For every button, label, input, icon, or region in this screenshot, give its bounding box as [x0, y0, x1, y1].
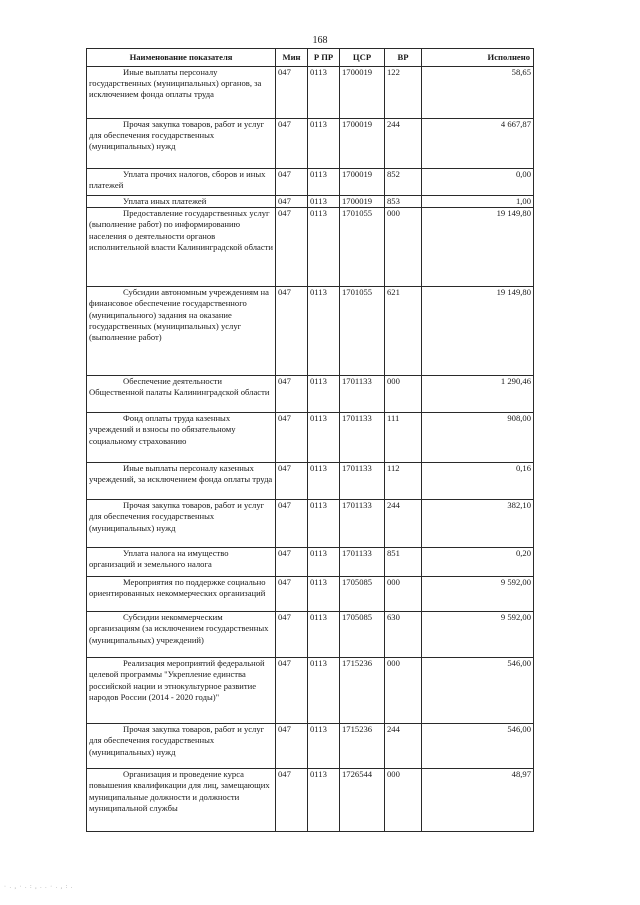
row-rpr: 0113: [308, 119, 340, 169]
row-name: [87, 500, 276, 548]
row-rpr: 0113: [308, 376, 340, 413]
row-name: [87, 208, 276, 287]
table-row: [87, 208, 534, 287]
row-vr: 244: [385, 119, 422, 169]
row-csr: 1701055: [340, 208, 385, 287]
row-min: 047: [276, 463, 308, 500]
row-csr: 1701133: [340, 376, 385, 413]
header-min: Мин: [276, 49, 308, 67]
row-min: 047: [276, 658, 308, 724]
row-name: [87, 769, 276, 832]
row-executed: 0,20: [422, 548, 534, 577]
row-csr: 1700019: [340, 169, 385, 196]
row-csr: 1701133: [340, 548, 385, 577]
table-row: [87, 463, 534, 500]
row-min: 047: [276, 376, 308, 413]
row-vr: 000: [385, 658, 422, 724]
row-name-text: Иные выплаты персоналу казенных учреждений, за исключением фонда оплаты труда: [89, 463, 273, 485]
table-row: [87, 612, 534, 658]
row-vr: 112: [385, 463, 422, 500]
header-name: Наименование показателя: [87, 49, 276, 67]
row-rpr: 0113: [308, 463, 340, 500]
row-csr: 1701055: [340, 287, 385, 376]
row-rpr: 0113: [308, 67, 340, 119]
row-rpr: 0113: [308, 287, 340, 376]
row-name-text: Фонд оплаты труда казенных учреждений и взносы по обязательному социальному страхованию: [89, 413, 236, 446]
table-row: [87, 67, 534, 119]
header-executed: Исполнено: [422, 49, 534, 67]
row-name-text: Прочая закупка товаров, работ и услуг для обеспечения государственных (муниципальных) нужд: [89, 724, 265, 757]
row-executed: 382,10: [422, 500, 534, 548]
page-number: 168: [312, 35, 328, 46]
row-executed: 908,00: [422, 413, 534, 463]
row-rpr: 0113: [308, 577, 340, 612]
row-executed: 546,00: [422, 658, 534, 724]
row-rpr: 0113: [308, 208, 340, 287]
row-min: 047: [276, 169, 308, 196]
row-vr: 244: [385, 724, 422, 769]
row-vr: 122: [385, 67, 422, 119]
row-rpr: 0113: [308, 724, 340, 769]
header-rpr: Р ПР: [308, 49, 340, 67]
row-name-text: Прочая закупка товаров, работ и услуг для обеспечения государственных (муниципальных) нужд: [89, 500, 265, 533]
row-csr: 1700019: [340, 196, 385, 208]
header-vr: ВР: [385, 49, 422, 67]
row-rpr: 0113: [308, 658, 340, 724]
table-row: [87, 119, 534, 169]
table-row: [87, 376, 534, 413]
table-row: [87, 413, 534, 463]
row-rpr: 0113: [308, 413, 340, 463]
row-csr: 1705085: [340, 577, 385, 612]
row-name-text: Уплата иных платежей: [123, 196, 207, 206]
table-row: [87, 500, 534, 548]
table-row: [87, 287, 534, 376]
row-vr: 621: [385, 287, 422, 376]
header-csr: ЦСР: [340, 49, 385, 67]
table-row: [87, 769, 534, 832]
row-vr: 851: [385, 548, 422, 577]
row-name: [87, 196, 276, 208]
row-vr: 000: [385, 769, 422, 832]
row-vr: 000: [385, 376, 422, 413]
row-name-text: Реализация мероприятий федеральной целевой программы "Укрепление единства российской нации и этнокультурное развитие народов России (2014 - 2020 годы)": [89, 658, 265, 702]
row-name: [87, 413, 276, 463]
row-executed: 58,65: [422, 67, 534, 119]
row-csr: 1715236: [340, 658, 385, 724]
row-min: 047: [276, 67, 308, 119]
row-executed: 0,00: [422, 169, 534, 196]
row-min: 047: [276, 500, 308, 548]
row-name: [87, 119, 276, 169]
row-vr: 852: [385, 169, 422, 196]
row-vr: 000: [385, 208, 422, 287]
row-min: 047: [276, 287, 308, 376]
row-rpr: 0113: [308, 612, 340, 658]
row-name: [87, 376, 276, 413]
row-min: 047: [276, 208, 308, 287]
row-csr: 1715236: [340, 724, 385, 769]
table-row: [87, 577, 534, 612]
row-name: [87, 67, 276, 119]
row-name: [87, 548, 276, 577]
scan-artifact: · . , · . : , . . · . , : .: [4, 884, 74, 890]
row-name: [87, 169, 276, 196]
row-executed: 19 149,80: [422, 287, 534, 376]
budget-execution-table: [86, 48, 534, 832]
row-name-text: Прочая закупка товаров, работ и услуг для обеспечения государственных (муниципальных) нужд: [89, 119, 265, 152]
row-executed: 9 592,00: [422, 577, 534, 612]
row-vr: 244: [385, 500, 422, 548]
row-min: 047: [276, 577, 308, 612]
row-csr: 1700019: [340, 67, 385, 119]
row-rpr: 0113: [308, 500, 340, 548]
row-executed: 4 667,87: [422, 119, 534, 169]
row-executed: 1 290,46: [422, 376, 534, 413]
row-rpr: 0113: [308, 169, 340, 196]
row-vr: 000: [385, 577, 422, 612]
row-name: [87, 612, 276, 658]
row-executed: 0,16: [422, 463, 534, 500]
row-name-text: Мероприятия по поддержке социально ориентированных некоммерческих организаций: [89, 577, 266, 599]
table-row: [87, 548, 534, 577]
row-csr: 1701133: [340, 500, 385, 548]
row-executed: 1,00: [422, 196, 534, 208]
row-name-text: Уплата прочих налогов, сборов и иных платежей: [89, 169, 266, 191]
row-name: [87, 577, 276, 612]
row-rpr: 0113: [308, 769, 340, 832]
row-csr: 1701133: [340, 413, 385, 463]
table-row: [87, 658, 534, 724]
row-name-text: Уплата налога на имущество организаций и земельного налога: [89, 548, 229, 570]
row-min: 047: [276, 612, 308, 658]
row-min: 047: [276, 724, 308, 769]
row-name-text: Предоставление государственных услуг (выполнение работ) по информированию населения о деятельности органов исполнительной власти Калининградской области: [89, 208, 273, 252]
row-vr: 111: [385, 413, 422, 463]
row-name: [87, 463, 276, 500]
row-vr: 853: [385, 196, 422, 208]
row-name-text: Обеспечение деятельности Общественной палаты Калининградской области: [89, 376, 270, 398]
row-min: 047: [276, 119, 308, 169]
row-name-text: Субсидии автономным учреждениям на финансовое обеспечение государственного (муниципального) задания на оказание государственных (муниципальных) услуг (выполнение работ): [89, 287, 269, 343]
row-name-text: Субсидии некоммерческим организациям (за исключением государственных (муниципальных) учреждений): [89, 612, 269, 645]
row-name-text: Иные выплаты персоналу государственных (муниципальных) органов, за исключением фонда оплаты труда: [89, 67, 262, 100]
row-min: 047: [276, 548, 308, 577]
row-name: [87, 724, 276, 769]
table-header-row: [87, 49, 534, 67]
row-name-text: Организация и проведение курса повышения квалификации для лиц, замещающих муниципальные должности и должности муниципальной службы: [89, 769, 270, 813]
row-csr: 1700019: [340, 119, 385, 169]
row-executed: 546,00: [422, 724, 534, 769]
table-body: [87, 67, 534, 832]
row-rpr: 0113: [308, 196, 340, 208]
row-executed: 48,97: [422, 769, 534, 832]
row-name: [87, 287, 276, 376]
row-vr: 630: [385, 612, 422, 658]
row-csr: 1701133: [340, 463, 385, 500]
table-row: [87, 169, 534, 196]
table-row: [87, 724, 534, 769]
row-min: 047: [276, 413, 308, 463]
row-min: 047: [276, 769, 308, 832]
row-executed: 19 149,80: [422, 208, 534, 287]
row-executed: 9 592,00: [422, 612, 534, 658]
row-csr: 1705085: [340, 612, 385, 658]
row-name: [87, 658, 276, 724]
row-rpr: 0113: [308, 548, 340, 577]
table-row: [87, 196, 534, 208]
row-csr: 1726544: [340, 769, 385, 832]
row-min: 047: [276, 196, 308, 208]
